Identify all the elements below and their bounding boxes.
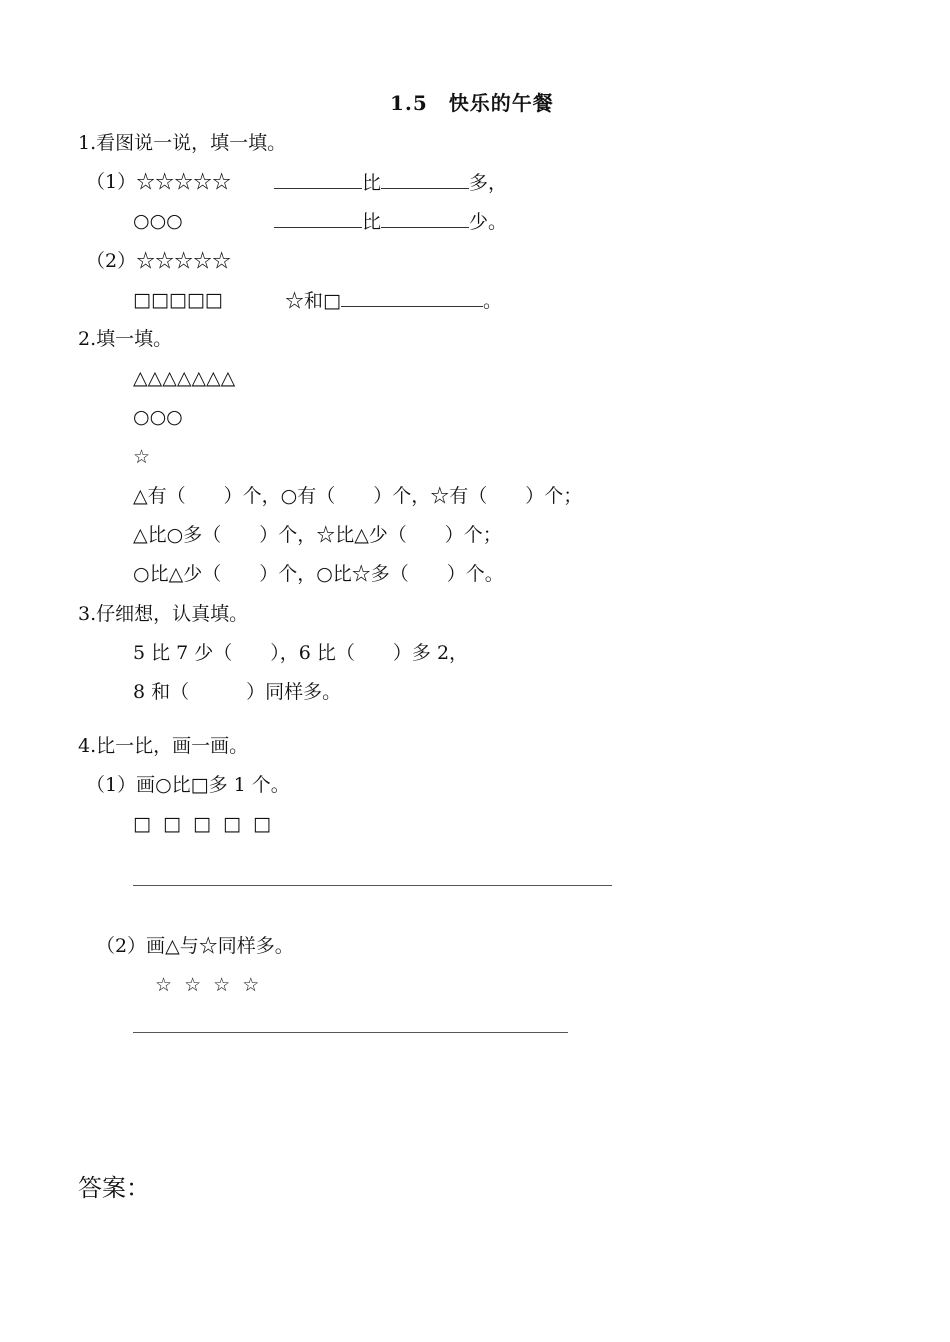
- q1-part2-fill: [285, 288, 502, 313]
- answer-blank[interactable]: [274, 209, 362, 228]
- answer-blank[interactable]: [381, 209, 469, 228]
- q3-heading: 3.仔细想，认真填。: [78, 603, 249, 625]
- drawing-line[interactable]: [133, 885, 612, 886]
- q2-triangle-row: △△△△△△△: [133, 367, 236, 389]
- q2-heading: 2.填一填。: [78, 328, 173, 350]
- q1-heading: 1.看图说一说，填一填。: [78, 132, 287, 154]
- q3-line1: 5 比 7 少（ ），6 比（ ）多 2，: [133, 642, 469, 664]
- q4-part2-stars: ☆ ☆ ☆ ☆: [155, 974, 260, 996]
- q4-part1-squares: □ □ □ □ □: [133, 813, 271, 835]
- q2-circle-row: ○○○: [133, 406, 183, 428]
- q2-line3: ○比△少（ ）个，○比☆多（ ）个。: [133, 563, 504, 585]
- answer-heading: 答案：: [78, 1174, 150, 1202]
- q1-part1-row1: [86, 170, 231, 194]
- compare-word: 比: [362, 211, 382, 233]
- q1-square-row: □□□□□: [133, 289, 223, 311]
- compare-word: 多，: [469, 172, 508, 194]
- compare-word: 。: [482, 290, 502, 312]
- answer-blank[interactable]: [381, 170, 469, 189]
- q1-circle-row: ○○○: [133, 210, 183, 232]
- page-title: 1.5 快乐的午餐: [390, 91, 554, 115]
- q1-star-row: ☆☆☆☆☆: [136, 171, 232, 193]
- q2-line1: △有（ ）个，○有（ ）个，☆有（ ）个；: [133, 485, 583, 507]
- compare-word: 比: [362, 172, 382, 194]
- q3-line2: 8 和（ ）同样多。: [133, 681, 342, 703]
- q4-part1: （1）画○比□多 1 个。: [86, 774, 290, 796]
- q1-part2-label: （2）: [86, 250, 137, 272]
- q4-part2: （2）画△与☆同样多。: [96, 935, 294, 957]
- q2-line2: △比○多（ ）个，☆比△少（ ）个；: [133, 524, 502, 546]
- compare-word: ☆和□: [285, 290, 341, 312]
- q4-heading: 4.比一比，画一画。: [78, 735, 249, 757]
- q1-part2-row1: [86, 249, 231, 273]
- q1-part1-fill1: [274, 170, 507, 195]
- compare-word: 少。: [469, 211, 508, 233]
- drawing-line[interactable]: [133, 1032, 568, 1033]
- q2-star-row: ☆: [133, 446, 151, 468]
- q1-star-row: ☆☆☆☆☆: [136, 250, 232, 272]
- q1-part1-label: （1）: [86, 171, 137, 193]
- q1-part1-fill2: [274, 209, 507, 234]
- answer-blank[interactable]: [341, 288, 483, 307]
- answer-blank[interactable]: [274, 170, 362, 189]
